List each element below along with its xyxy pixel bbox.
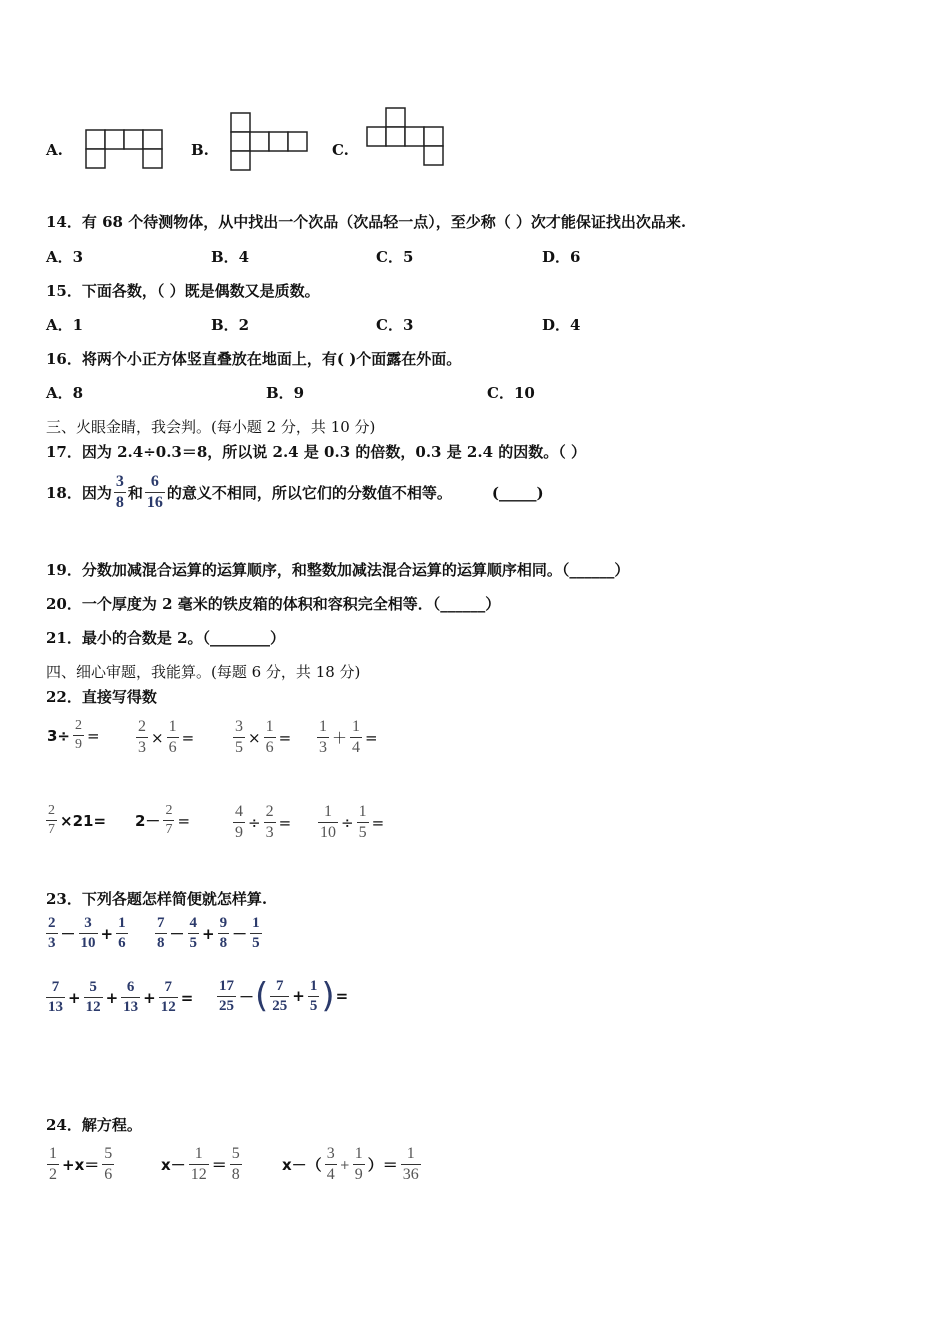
q18-and: 和 [127, 484, 143, 502]
q14-option-d: D．6 [542, 248, 581, 266]
q23-expr-4: $\frac{17}{25}$ － ( $\frac{7}{25}$ + $\frac{1}{5}$ ) = [219, 976, 349, 1016]
cube-net-b-figure [229, 111, 311, 173]
q22-expr-5: $\frac{2}{7}$ ×21= [48, 803, 107, 837]
q23-e2-fraction: $\frac{1}{5}$ [252, 915, 260, 951]
question-24-title: 24．解方程。 [46, 1116, 142, 1134]
q18-prefix: 18．因为 [46, 484, 112, 502]
q23-e3-operator: + [68, 988, 81, 1007]
q22-expr-8: $\frac{1}{10}$ ÷ $\frac{1}{5}$ = [320, 803, 385, 841]
q24-equation-3: x－（ $\frac{3}{4}$ + $\frac{1}{9}$ ）＝ $\frac{1}{36}$ [282, 1145, 419, 1183]
cube-net-a-figure [84, 128, 166, 172]
q23-e2-fraction: $\frac{9}{8}$ [219, 915, 228, 951]
question-17-text: 17．因为 2.4÷0.3＝8，所以说 2.4 是 0.3 的倍数，0.3 是 2.4 的因数。（ ） [46, 443, 586, 461]
q22-expr-6: 2－ $\frac{2}{7}$ = [135, 803, 191, 837]
q23-e2-operator: + [202, 924, 215, 943]
q23-e1-operator: + [100, 924, 114, 943]
q16-option-a: A．8 [46, 384, 84, 402]
q22-expr-4: $\frac{1}{3}$ ＋ $\frac{1}{4}$ = [319, 718, 378, 756]
q15-option-b: B．2 [211, 316, 250, 334]
question-16-text: 16．将两个小正方体竖直叠放在地面上，有( )个面露在外面。 [46, 350, 462, 368]
q15-option-c: C．3 [376, 316, 414, 334]
cube-net-c-figure [365, 106, 449, 170]
q16-option-c: C．10 [487, 384, 535, 402]
q24-equation-2: x－ $\frac{1}{12}$ ＝ $\frac{5}{8}$ [161, 1145, 240, 1183]
q23-expr-1 [44, 916, 130, 951]
q23-expr-2 [153, 916, 264, 951]
question-22-title: 22．直接写得数 [46, 688, 157, 706]
q15-option-d: D．4 [542, 316, 581, 334]
q22-expr-2: $\frac{2}{3}$ × $\frac{1}{6}$ = [138, 718, 195, 756]
q14-option-c: C．5 [376, 248, 414, 266]
q23-e1-fraction: $\frac{2}{3}$ [48, 915, 56, 951]
question-20-text: 20．一个厚度为 2 毫米的铁皮箱的体积和容积完全相等．（______） [46, 595, 501, 613]
q16-option-b: B．9 [266, 384, 305, 402]
q22-expr-3: $\frac{3}{5}$ × $\frac{1}{6}$ = [235, 718, 292, 756]
q14-option-b: B．4 [211, 248, 250, 266]
q23-e3-operator: + [143, 988, 156, 1007]
q23-e1-operator: － [60, 925, 76, 943]
question-21-text: 21．最小的合数是 2。（________） [46, 629, 286, 647]
option-c-label: C. [332, 141, 349, 159]
q15-option-a: A．1 [46, 316, 84, 334]
question-18-line [46, 474, 544, 511]
q18-fraction-2: $\frac{6}{16}$ [146, 473, 163, 511]
q23-e3-fraction: $\frac{7}{13}$ [48, 979, 63, 1015]
q23-e2-operator: － [232, 925, 248, 943]
q23-e1-fraction: $\frac{3}{10}$ [80, 915, 96, 951]
question-15-text: 15．下面各数，（ ）既是偶数又是质数。 [46, 282, 320, 300]
question-19-text: 19．分数加减混合运算的运算顺序，和整数加减法混合运算的运算顺序相同。（______） [46, 561, 630, 579]
option-b-label: B. [191, 141, 209, 159]
q18-fraction-1: $\frac{3}{8}$ [115, 473, 124, 511]
q23-expr-3 [44, 980, 194, 1015]
q23-e3-fraction: $\frac{6}{13}$ [123, 979, 139, 1015]
q23-e2-fraction: $\frac{4}{5}$ [189, 915, 198, 951]
q22-expr-1: 3÷ $\frac{2}{9}$ = [47, 718, 100, 752]
q24-equation-1: $\frac{1}{2}$ +x＝ $\frac{5}{6}$ [49, 1145, 113, 1183]
q23-e3-fraction: $\frac{5}{12}$ [85, 979, 101, 1015]
q23-e3-fraction: $\frac{7}{12}$ [160, 979, 176, 1015]
q14-option-a: A．3 [46, 248, 84, 266]
section-4-heading: 四、细心审题，我能算。(每题 6 分，共 18 分) [46, 663, 361, 681]
section-3-heading: 三、火眼金睛，我会判。(每小题 2 分，共 10 分) [46, 418, 376, 436]
question-14-text: 14．有 68 个待测物体，从中找出一个次品（次品轻一点），至少称（ ）次才能保证找出次品来. [46, 213, 687, 231]
q23-e2-operator: － [169, 925, 185, 943]
question-23-title: 23．下列各题怎样简便就怎样算. [46, 890, 268, 908]
q18-suffix: 的意义不相同，所以它们的分数值不相等。 [166, 484, 452, 502]
q22-expr-7: $\frac{4}{9}$ ÷ $\frac{2}{3}$ = [235, 803, 292, 841]
option-a-label: A. [46, 141, 63, 159]
q23-e3-operator: = [180, 988, 194, 1007]
q23-e1-fraction: $\frac{1}{6}$ [118, 915, 126, 951]
q18-answer-blank[interactable]: (_____) [491, 483, 544, 502]
q23-e2-fraction: $\frac{7}{8}$ [157, 915, 165, 951]
q23-e3-operator: + [105, 988, 119, 1007]
